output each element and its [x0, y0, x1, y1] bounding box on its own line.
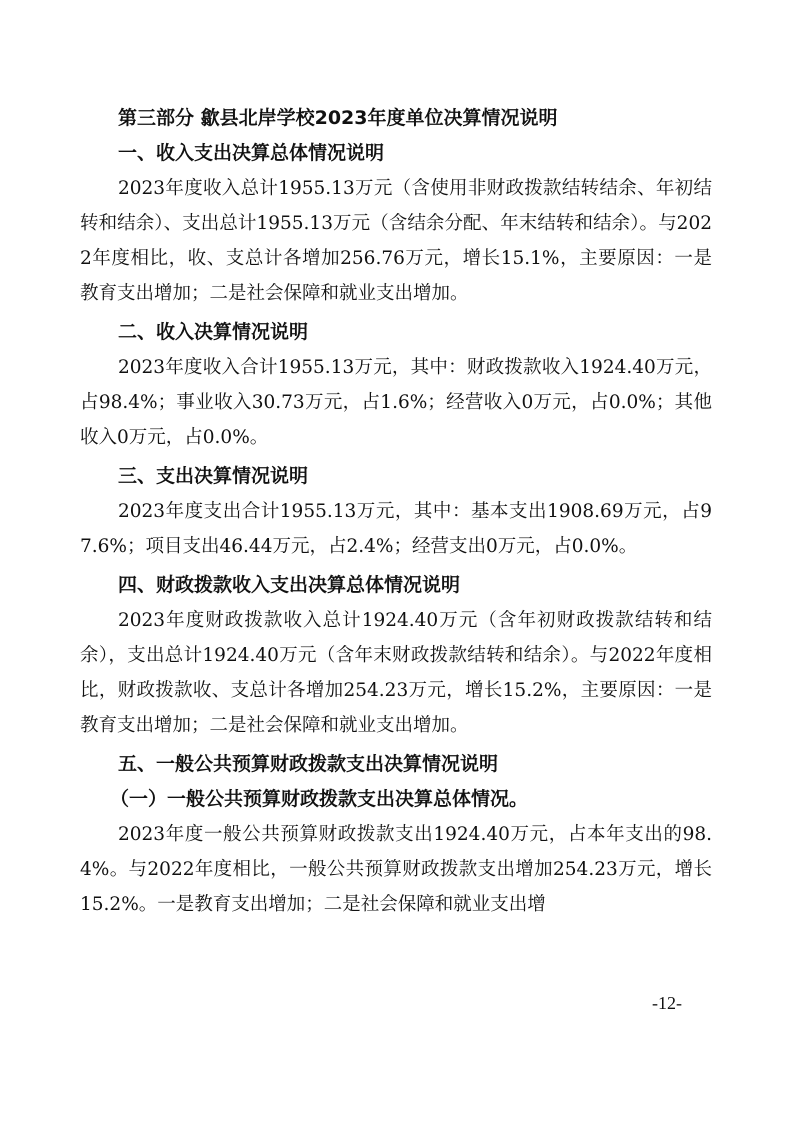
section-paragraph-5: 2023年度一般公共预算财政拨款支出1924.40万元，占本年支出的98.4%。与2022年度相比，一般公共预算财政拨款支出增加254.23万元，增长15.2%。一是教育支出增加；二是社会保障和就业支出增	[80, 824, 712, 915]
section-paragraph-2: 2023年度收入合计1955.13万元，其中：财政拨款收入1924.40万元，占98.4%；事业收入30.73万元，占1.6%；经营收入0万元，占0.0%；其他收入0万元，占0.0%。	[80, 357, 712, 448]
section-heading-3: 三、支出决算情况说明	[118, 465, 309, 487]
section-heading-5: 五、一般公共预算财政拨款支出决算情况说明	[118, 753, 499, 775]
section-heading-4: 四、财政拨款收入支出决算总体情况说明	[118, 574, 461, 596]
page-number: -12-	[652, 993, 682, 1013]
section-heading-2: 二、收入决算情况说明	[118, 321, 309, 343]
subsection-heading-5-1: （一）一般公共预算财政拨款支出决算总体情况。	[110, 788, 529, 810]
section-heading-1: 一、收入支出决算总体情况说明	[118, 142, 385, 164]
section-paragraph-4: 2023年度财政拨款收入总计1924.40万元（含年初财政拨款结转和结余），支出总计1924.40万元（含年末财政拨款结转和结余）。与2022年度相比，财政拨款收、支总计各增加254.23万元，增长15.2%，主要原因：一是教育支出增加；二是社会保障和就业支出增加。	[80, 610, 712, 736]
section-paragraph-1: 2023年度收入总计1955.13万元（含使用非财政拨款结转结余、年初结转和结余）、支出总计1955.13万元（含结余分配、年末结转和结余）。与2022年度相比，收、支总计各增加256.76万元，增长15.1%，主要原因：一是教育支出增加；二是社会保障和就业支出增加。	[80, 178, 712, 304]
document-title: 第三部分 歙县北岸学校2023年度单位决算情况说明	[118, 107, 558, 129]
section-paragraph-3: 2023年度支出合计1955.13万元，其中：基本支出1908.69万元，占97.6%；项目支出46.44万元，占2.4%；经营支出0万元，占0.0%。	[80, 501, 712, 557]
document-body	[80, 101, 712, 922]
